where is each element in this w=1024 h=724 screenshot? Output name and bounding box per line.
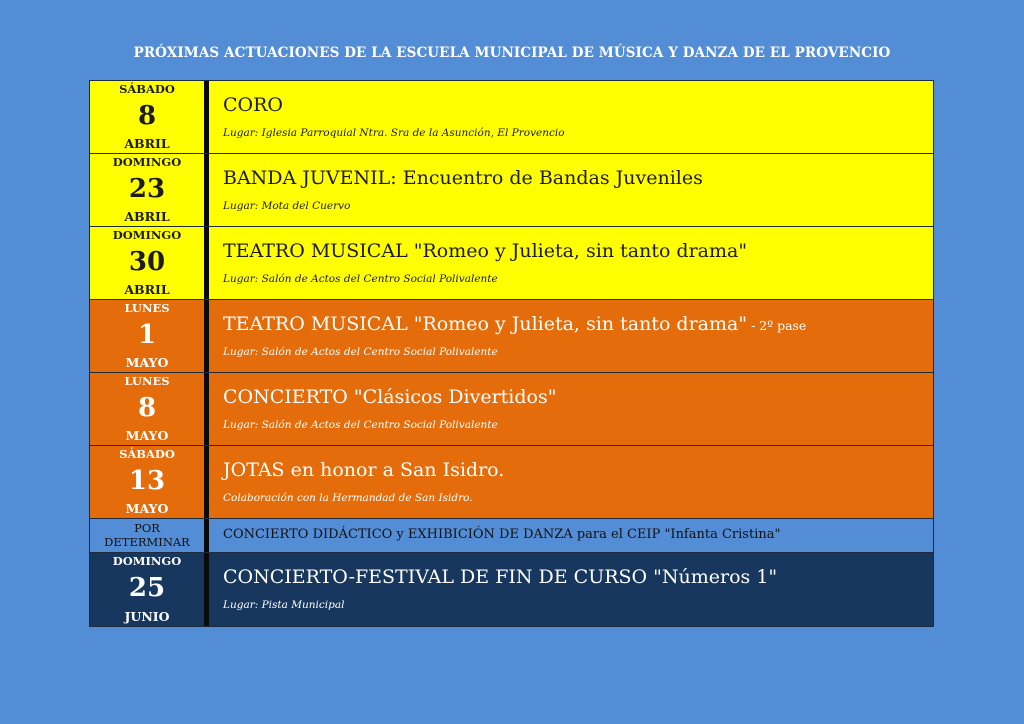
event-weekday: DOMINGO xyxy=(112,155,182,169)
event-date xyxy=(90,519,209,552)
event-title: CONCIERTO DIDÁCTICO y EXHIBICIÓN DE DANZA para el CEIP "Infanta Cristina" xyxy=(223,527,781,542)
event-weekday: DOMINGO xyxy=(112,228,182,242)
event-date xyxy=(90,154,209,226)
event-month: MAYO xyxy=(125,501,169,516)
event-weekday: LUNES xyxy=(124,301,170,315)
event-date xyxy=(90,553,209,626)
event-date xyxy=(90,373,209,445)
event-title: CONCIERTO-FESTIVAL DE FIN DE CURSO "Números 1" xyxy=(223,566,778,588)
event-weekday: SÁBADO xyxy=(119,447,175,461)
event-info xyxy=(209,81,933,153)
event-weekday: DOMINGO xyxy=(112,554,182,568)
event-info xyxy=(209,300,933,372)
event-info xyxy=(209,553,933,626)
table-row xyxy=(90,81,933,154)
event-place: Lugar: Salón de Actos del Centro Social Polivalente xyxy=(223,346,498,358)
event-title: JOTAS en honor a San Isidro. xyxy=(223,459,505,481)
event-info xyxy=(209,373,933,445)
event-info xyxy=(209,227,933,299)
event-info xyxy=(209,446,933,518)
event-info xyxy=(209,154,933,226)
event-place: Lugar: Salón de Actos del Centro Social Polivalente xyxy=(223,419,498,431)
event-title: CONCIERTO "Clásicos Divertidos" xyxy=(223,386,557,408)
event-day: 30 xyxy=(128,247,166,277)
event-date-line1: POR xyxy=(134,521,160,535)
event-month: ABRIL xyxy=(124,282,170,297)
event-place: Colaboración con la Hermandad de San Isidro. xyxy=(223,492,473,504)
event-date xyxy=(90,227,209,299)
table-row xyxy=(90,154,933,227)
event-place: Lugar: Salón de Actos del Centro Social Polivalente xyxy=(223,273,498,285)
event-place: Lugar: Mota del Cuervo xyxy=(223,200,351,212)
event-title: TEATRO MUSICAL "Romeo y Julieta, sin tanto drama" - 2º pase xyxy=(223,313,807,335)
event-day: 8 xyxy=(137,101,157,131)
event-title: CORO xyxy=(223,94,283,116)
event-place: Lugar: Pista Municipal xyxy=(223,599,345,611)
table-row xyxy=(90,519,933,553)
event-month: ABRIL xyxy=(124,136,170,151)
event-month: JUNIO xyxy=(124,609,170,624)
table-row xyxy=(90,553,933,626)
event-date xyxy=(90,81,209,153)
event-place: Lugar: Iglesia Parroquial Ntra. Sra de la Asunción, El Provencio xyxy=(223,127,565,139)
event-month: ABRIL xyxy=(124,209,170,224)
event-info xyxy=(209,519,933,552)
event-day: 23 xyxy=(128,174,166,204)
event-day: 25 xyxy=(128,573,166,603)
event-date xyxy=(90,300,209,372)
events-table xyxy=(89,80,934,627)
table-row xyxy=(90,373,933,446)
event-month: MAYO xyxy=(125,355,169,370)
table-row xyxy=(90,227,933,300)
table-row xyxy=(90,446,933,519)
event-weekday: LUNES xyxy=(124,374,170,388)
event-date xyxy=(90,446,209,518)
page-title: PRÓXIMAS ACTUACIONES DE LA ESCUELA MUNICIPAL DE MÚSICA Y DANZA DE EL PROVENCIO xyxy=(133,45,891,61)
event-title: BANDA JUVENIL: Encuentro de Bandas Juveniles xyxy=(223,167,703,189)
event-day: 8 xyxy=(137,393,157,423)
event-title: TEATRO MUSICAL "Romeo y Julieta, sin tanto drama" xyxy=(223,240,748,262)
event-day: 1 xyxy=(137,320,157,350)
event-date-line2: DETERMINAR xyxy=(104,535,190,549)
event-weekday: SÁBADO xyxy=(119,82,175,96)
event-day: 13 xyxy=(128,466,166,496)
event-month: MAYO xyxy=(125,428,169,443)
event-note: - 2º pase xyxy=(747,318,807,333)
table-row xyxy=(90,300,933,373)
